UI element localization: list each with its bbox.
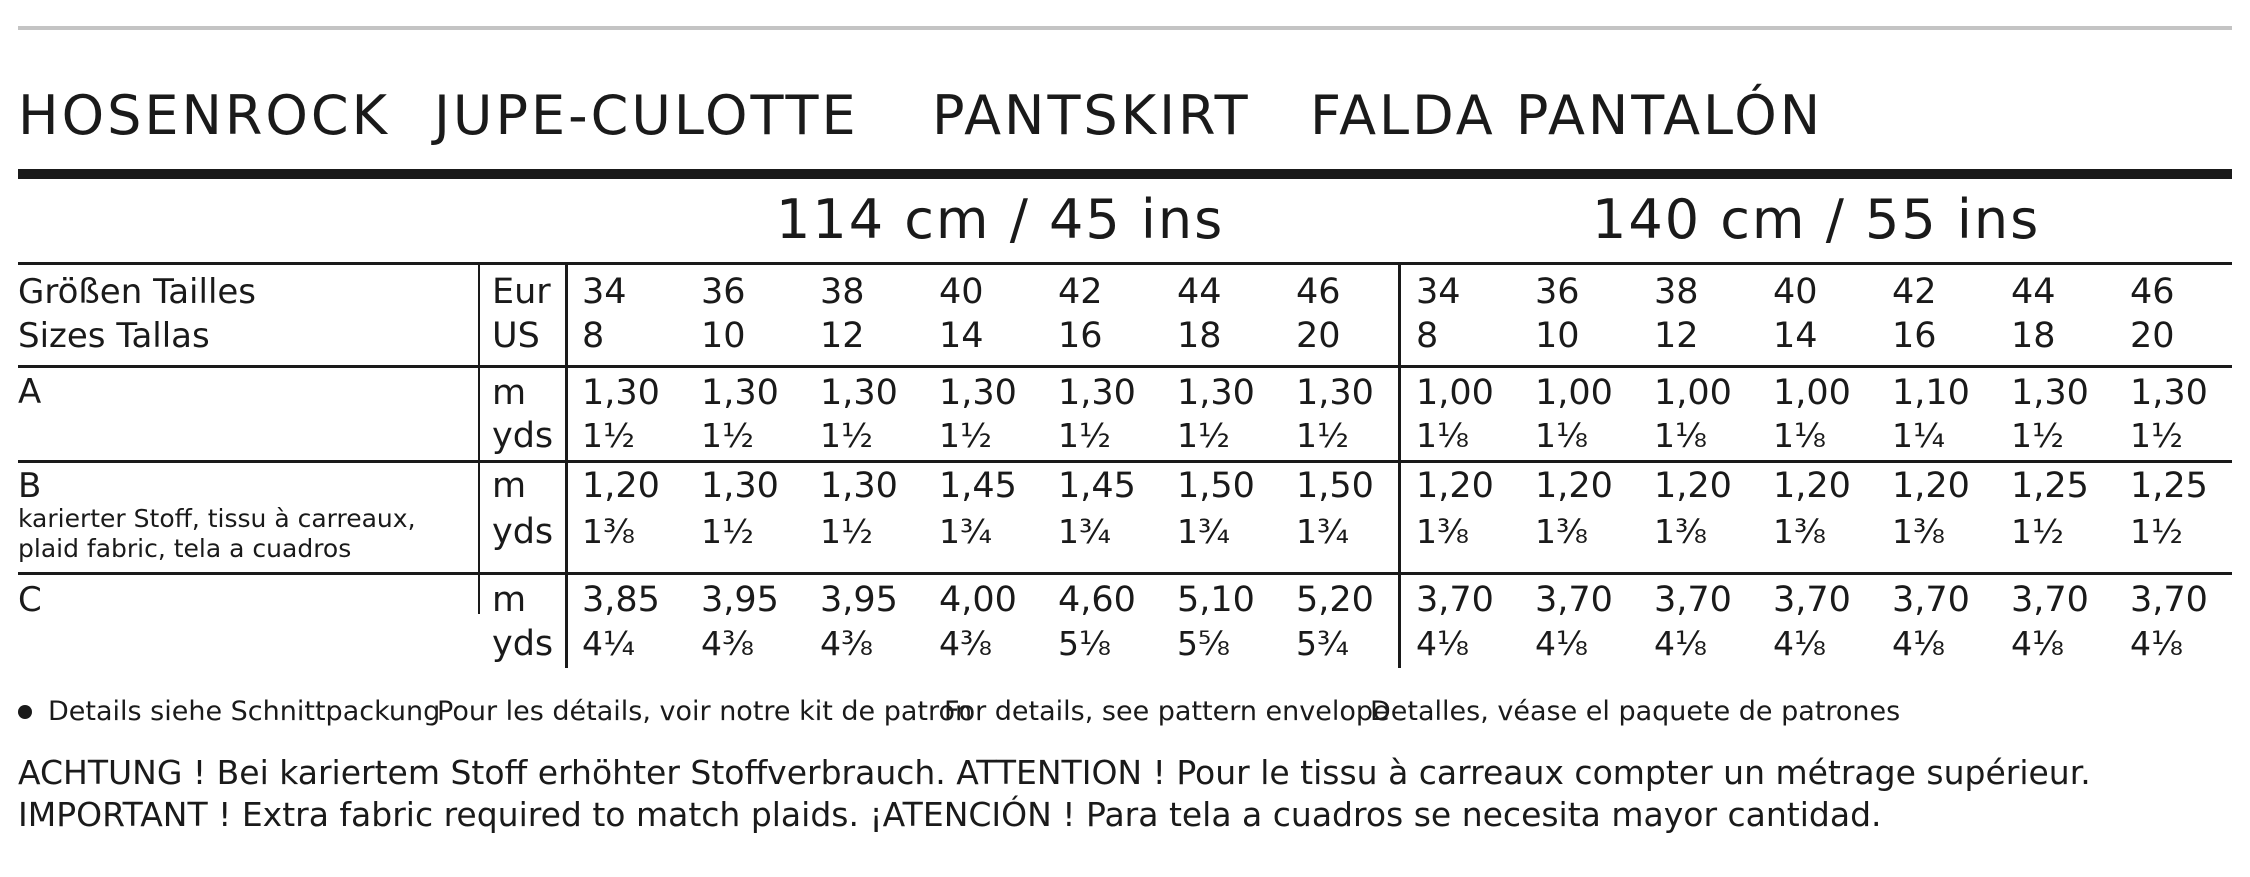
size-eur-45-5: 44 (1177, 272, 1222, 312)
yards-45-cell: 1¾ (1296, 512, 1349, 551)
yards-55-cell: 1⅛ (1416, 416, 1469, 455)
size-eur-45-3: 40 (939, 272, 984, 312)
yards-45-cell: 4⅜ (939, 624, 992, 663)
metres-55-cell: 1,00 (1654, 373, 1732, 413)
table-rule-header (18, 262, 2232, 265)
size-label-en-es: Sizes Tallas (18, 316, 210, 356)
size-eur-45-4: 42 (1058, 272, 1103, 312)
size-us-55-3: 14 (1773, 316, 1818, 356)
yards-55-cell: 1½ (2011, 416, 2064, 455)
metres-55-cell: 3,70 (1892, 580, 1970, 620)
view-b-m-label: m (492, 466, 527, 506)
view-a-label: A (18, 372, 42, 412)
yards-55-cell: 1⅛ (1773, 416, 1826, 455)
size-us-45-1: 10 (701, 316, 746, 356)
metres-45-cell: 1,45 (939, 466, 1017, 506)
yards-45-cell: 1⅜ (582, 512, 635, 551)
metres-55-cell: 1,20 (1654, 466, 1732, 506)
yards-55-cell: 1¼ (1892, 416, 1945, 455)
yards-45-cell: 1½ (1296, 416, 1349, 455)
view-a-m-label: m (492, 373, 527, 413)
size-eur-55-6: 46 (2130, 272, 2175, 312)
metres-55-cell: 1,00 (1535, 373, 1613, 413)
yards-45-cell: 4⅜ (820, 624, 873, 663)
view-b-note-1: karierter Stoff, tissu à carreaux, (18, 504, 416, 533)
metres-45-cell: 3,85 (582, 580, 660, 620)
metres-45-cell: 3,95 (701, 580, 779, 620)
yards-45-cell: 5⅝ (1177, 624, 1230, 663)
yards-55-cell: 4⅛ (1773, 624, 1826, 663)
warning-line-1: ACHTUNG ! Bei kariertem Stoff erhöhter Stoffverbrauch. ATTENTION ! Pour le tissu à carreaux compter un métrage supérieur. (18, 753, 2091, 792)
metres-45-cell: 1,30 (582, 373, 660, 413)
view-c-label: C (18, 580, 42, 620)
view-a-yds-label: yds (492, 416, 554, 456)
table-col-divider-label (478, 262, 480, 614)
metres-55-cell: 1,20 (1773, 466, 1851, 506)
metres-45-cell: 1,30 (820, 466, 898, 506)
view-b-yds-label: yds (492, 512, 554, 552)
size-eur-45-2: 38 (820, 272, 865, 312)
size-us-45-5: 18 (1177, 316, 1222, 356)
metres-45-cell: 5,20 (1296, 580, 1374, 620)
title-de: HOSENROCK (18, 84, 391, 147)
metres-55-cell: 1,20 (1416, 466, 1494, 506)
metres-45-cell: 1,30 (1177, 373, 1255, 413)
metres-45-cell: 1,30 (939, 373, 1017, 413)
metres-55-cell: 1,00 (1773, 373, 1851, 413)
footnote-es: Detalles, véase el paquete de patrones (1370, 696, 1901, 727)
metres-55-cell: 1,00 (1416, 373, 1494, 413)
metres-45-cell: 1,30 (820, 373, 898, 413)
yards-45-cell: 1½ (582, 416, 635, 455)
yards-45-cell: 1½ (701, 512, 754, 551)
size-us-55-2: 12 (1654, 316, 1699, 356)
yards-55-cell: 4⅛ (1416, 624, 1469, 663)
metres-55-cell: 3,70 (2011, 580, 2089, 620)
yards-55-cell: 4⅛ (2011, 624, 2064, 663)
yards-55-cell: 1⅜ (1416, 512, 1469, 551)
metres-55-cell: 1,25 (2011, 466, 2089, 506)
size-us-55-4: 16 (1892, 316, 1937, 356)
metres-45-cell: 1,50 (1177, 466, 1255, 506)
yards-55-cell: 1⅛ (1535, 416, 1588, 455)
metres-45-cell: 1,30 (701, 466, 779, 506)
title-underline (18, 169, 2232, 179)
bullet-icon (18, 705, 32, 719)
yards-45-cell: 4¼ (582, 624, 635, 663)
yards-45-cell: 1¾ (1177, 512, 1230, 551)
size-us-55-0: 8 (1416, 316, 1439, 356)
width-heading-55: 140 cm / 55 ins (1592, 188, 2041, 251)
size-eur-55-3: 40 (1773, 272, 1818, 312)
size-eur-45-0: 34 (582, 272, 627, 312)
metres-45-cell: 4,60 (1058, 580, 1136, 620)
view-c-yds-label: yds (492, 624, 554, 664)
yards-55-cell: 1⅜ (1654, 512, 1707, 551)
size-eur-45-6: 46 (1296, 272, 1341, 312)
metres-55-cell: 3,70 (2130, 580, 2208, 620)
metres-45-cell: 4,00 (939, 580, 1017, 620)
size-eur-55-4: 42 (1892, 272, 1937, 312)
title-es: FALDA PANTALÓN (1310, 84, 1824, 147)
metres-55-cell: 3,70 (1654, 580, 1732, 620)
yards-45-cell: 1½ (820, 512, 873, 551)
table-col-divider-unit (565, 262, 568, 668)
yards-55-cell: 1½ (2130, 416, 2183, 455)
yards-45-cell: 1½ (1058, 416, 1111, 455)
metres-45-cell: 1,30 (1058, 373, 1136, 413)
title-fr: JUPE-CULOTTE (434, 84, 859, 147)
yards-55-cell: 4⅛ (1892, 624, 1945, 663)
footnote-fr: Pour les détails, voir notre kit de patron (437, 696, 973, 727)
yards-45-cell: 5⅛ (1058, 624, 1111, 663)
size-us-45-0: 8 (582, 316, 605, 356)
yards-45-cell: 1¾ (1058, 512, 1111, 551)
size-eur-55-1: 36 (1535, 272, 1580, 312)
metres-55-cell: 3,70 (1416, 580, 1494, 620)
top-divider (18, 26, 2232, 30)
table-rule-c (18, 572, 2232, 575)
size-us-55-6: 20 (2130, 316, 2175, 356)
table-col-divider-width (1398, 262, 1401, 668)
yards-45-cell: 1½ (939, 416, 992, 455)
metres-55-cell: 1,20 (1535, 466, 1613, 506)
size-us-55-5: 18 (2011, 316, 2056, 356)
metres-55-cell: 1,25 (2130, 466, 2208, 506)
size-us-55-1: 10 (1535, 316, 1580, 356)
metres-55-cell: 1,20 (1892, 466, 1970, 506)
size-eur-55-2: 38 (1654, 272, 1699, 312)
yards-55-cell: 1⅜ (1892, 512, 1945, 551)
size-us-45-6: 20 (1296, 316, 1341, 356)
warning-line-2: IMPORTANT ! Extra fabric required to match plaids. ¡ATENCIÓN ! Para tela a cuadros se necesita mayor cantidad. (18, 795, 1882, 834)
width-heading-45: 114 cm / 45 ins (776, 188, 1225, 251)
view-c-m-label: m (492, 580, 527, 620)
metres-45-cell: 1,50 (1296, 466, 1374, 506)
yards-45-cell: 1½ (820, 416, 873, 455)
metres-55-cell: 3,70 (1535, 580, 1613, 620)
metres-55-cell: 3,70 (1773, 580, 1851, 620)
size-us-45-3: 14 (939, 316, 984, 356)
size-us-45-4: 16 (1058, 316, 1103, 356)
size-eur-55-5: 44 (2011, 272, 2056, 312)
metres-45-cell: 3,95 (820, 580, 898, 620)
metres-55-cell: 1,30 (2011, 373, 2089, 413)
yards-45-cell: 1½ (1177, 416, 1230, 455)
yards-55-cell: 1½ (2011, 512, 2064, 551)
yards-55-cell: 1⅜ (1535, 512, 1588, 551)
size-us-45-2: 12 (820, 316, 865, 356)
us-label: US (492, 316, 540, 356)
metres-45-cell: 5,10 (1177, 580, 1255, 620)
size-label-de-fr: Größen Tailles (18, 272, 257, 312)
title-en: PANTSKIRT (932, 84, 1251, 147)
footnote-de: Details siehe Schnittpackung (48, 696, 441, 727)
yards-45-cell: 4⅜ (701, 624, 754, 663)
metres-45-cell: 1,45 (1058, 466, 1136, 506)
metres-45-cell: 1,20 (582, 466, 660, 506)
view-b-label: B (18, 466, 42, 506)
yards-55-cell: 4⅛ (2130, 624, 2183, 663)
yards-55-cell: 1⅜ (1773, 512, 1826, 551)
view-b-note-2: plaid fabric, tela a cuadros (18, 534, 352, 563)
yards-45-cell: 1½ (701, 416, 754, 455)
table-rule-a (18, 365, 2232, 368)
yards-45-cell: 1¾ (939, 512, 992, 551)
yards-55-cell: 1⅛ (1654, 416, 1707, 455)
size-eur-55-0: 34 (1416, 272, 1461, 312)
metres-55-cell: 1,10 (1892, 373, 1970, 413)
metres-55-cell: 1,30 (2130, 373, 2208, 413)
yards-55-cell: 4⅛ (1654, 624, 1707, 663)
footnote-en: For details, see pattern envelope (944, 696, 1390, 727)
yards-55-cell: 1½ (2130, 512, 2183, 551)
metres-45-cell: 1,30 (701, 373, 779, 413)
size-eur-45-1: 36 (701, 272, 746, 312)
metres-45-cell: 1,30 (1296, 373, 1374, 413)
eur-label: Eur (492, 272, 551, 312)
yards-45-cell: 5¾ (1296, 624, 1349, 663)
table-rule-b (18, 460, 2232, 463)
yards-55-cell: 4⅛ (1535, 624, 1588, 663)
